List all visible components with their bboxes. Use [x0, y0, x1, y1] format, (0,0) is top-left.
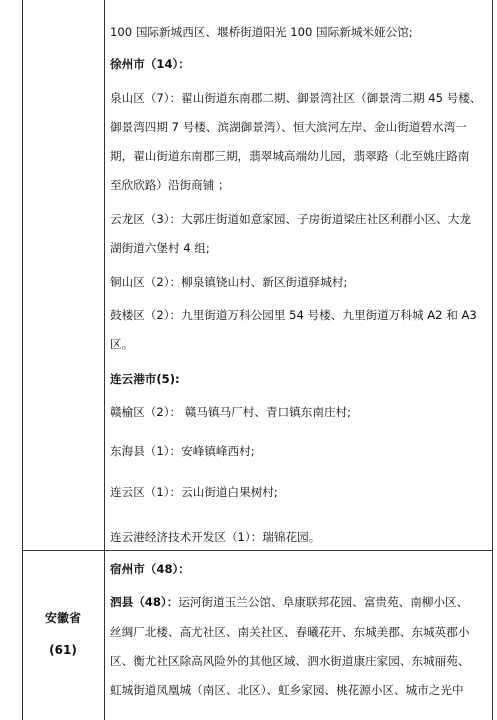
city-heading: 徐州市（14）： — [110, 57, 190, 71]
list-item — [110, 588, 488, 617]
list-item-text: 运河街道玉兰公馆、阜康联邦花园、富贵苑、南柳小区、 — [178, 595, 469, 609]
list-item: 泉山区（7）：翟山街道东南郡二期、御景湾社区（御景湾二期 45 号楼、 — [110, 91, 482, 105]
city-heading: 宿州市（48）： — [110, 562, 190, 576]
province-name: 安徽省 — [44, 611, 81, 625]
list-item: 虹城街道凤凰城（南区、北区）、虹乡家园、桃花源小区、城市之光中 — [110, 683, 464, 697]
list-item: 赣榆区（2）： 赣马镇马厂村、青口镇东南庄村; — [110, 405, 352, 419]
table-column-divider — [104, 0, 105, 720]
list-item: 100 国际新城西区、堰桥街道阳光 100 国际新城米娅公馆; — [110, 25, 413, 39]
list-item: 湖街道六堡村 4 组; — [110, 241, 210, 255]
list-item: 连云区（1）：云山街道白果树村; — [110, 485, 278, 499]
list-item: 区、衡尤社区除高风险外的其他区域、泗水街道康庄家园、东城丽苑、 — [110, 654, 470, 668]
list-item: 铜山区（2）：柳泉镇铙山村、新区街道驿城村; — [110, 275, 348, 289]
table-right-border — [492, 0, 493, 720]
list-item: 区。 — [110, 337, 134, 351]
list-item: 期，翟山街道东南郡三期，翡翠城高端幼儿园，翡翠路（北至姚庄路南 — [110, 149, 470, 163]
list-item: 鼓楼区（2）：九里街道万科公园里 54 号楼、九里街道万科城 A2 和 A3 — [110, 308, 477, 322]
list-item: 连云港经济技术开发区（1）：瑞锦花园。 — [110, 530, 321, 544]
county-heading: 泗县（48）： — [110, 595, 179, 609]
city-heading: 连云港市(5): — [110, 372, 180, 386]
province-count: (61) — [49, 643, 77, 657]
list-item: 云龙区（3）：大郭庄街道如意家园、子房街道梁庄社区利群小区、大龙 — [110, 212, 471, 226]
list-item: 至欣欣路）沿街商铺 ； — [110, 178, 230, 192]
list-item: 御景湾四期 7 号楼、滨湖御景湾）、恒大滨河左岸、金山街道碧水湾一 — [110, 120, 467, 134]
list-item: 东海县（1）：安峰镇峰西村; — [110, 444, 255, 458]
list-item: 丝绸厂北楼、高尤社区、南关社区、春曦花开、东城美郡、东城英郡小 — [110, 625, 470, 639]
